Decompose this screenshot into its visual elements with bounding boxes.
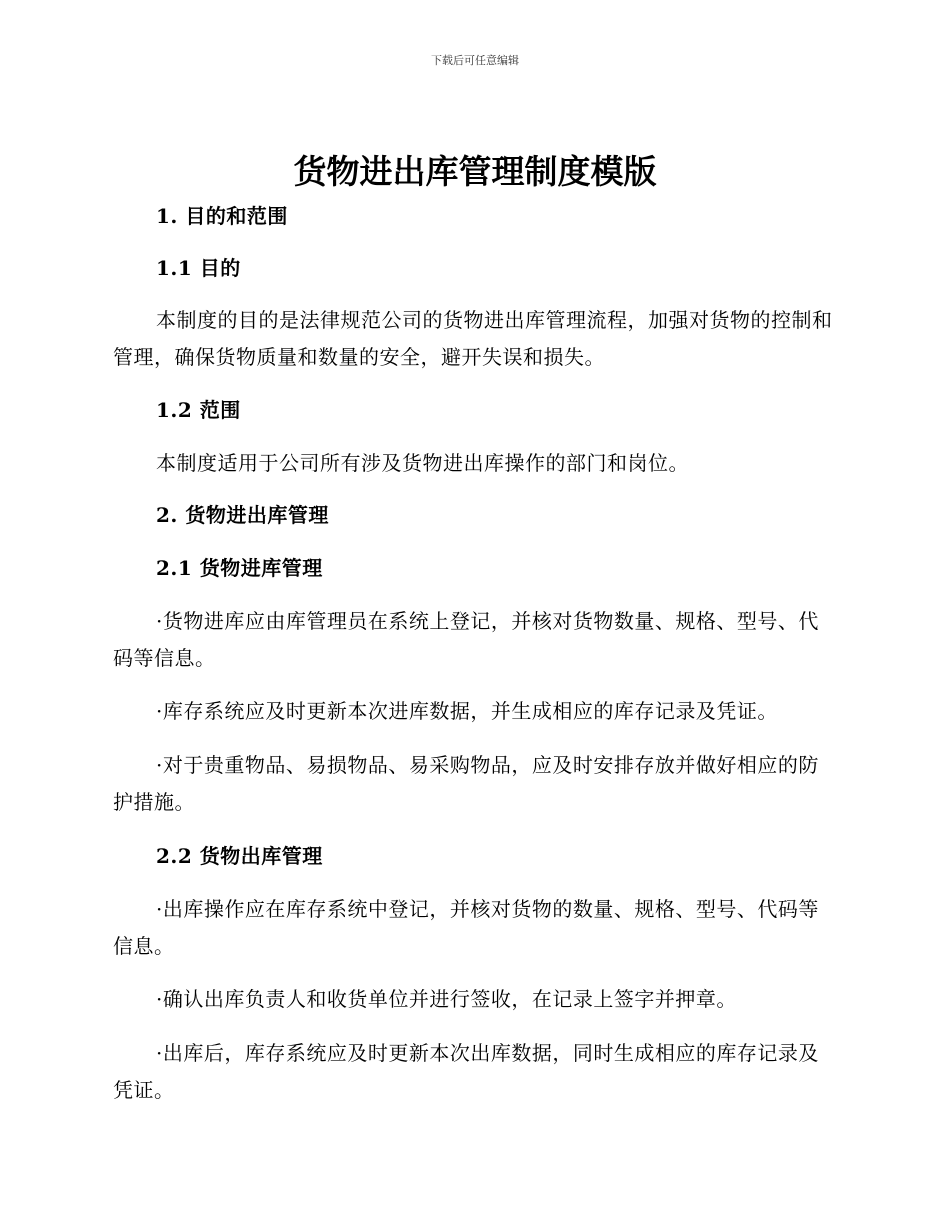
section-1-2-body: 本制度适用于公司所有涉及货物进出库操作的部门和岗位。 [156, 451, 689, 475]
section-2-heading: 2. 货物进出库管理 [156, 503, 329, 527]
section-2-2-item-2: ·确认出库负责人和收货单位并进行签收，在记录上签字并押章。 [156, 987, 737, 1011]
section-1-1-body: 本制度的目的是法律规范公司的货物进出库管理流程，加强对货物的控制和管理，确保货物质量和数量的安全，避开失误和损失。 [113, 308, 833, 369]
section-1-1-heading: 1.1 目的 [156, 256, 241, 280]
document-title: 货物进出库管理制度模版 [293, 152, 657, 191]
section-2-1-item-1: ·货物进库应由库管理员在系统上登记，并核对货物数量、规格、型号、代码等信息。 [113, 609, 819, 670]
section-2-1-item-3: ·对于贵重物品、易损物品、易采购物品，应及时安排存放并做好相应的防护措施。 [113, 753, 819, 814]
section-1-heading: 1. 目的和范围 [156, 204, 288, 228]
section-2-1-item-2: ·库存系统应及时更新本次进库数据，并生成相应的库存记录及凭证。 [156, 699, 778, 723]
section-2-2-item-1: ·出库操作应在库存系统中登记，并核对货物的数量、规格、型号、代码等信息。 [113, 897, 819, 958]
section-2-2-item-3: ·出库后，库存系统应及时更新本次出库数据，同时生成相应的库存记录及凭证。 [113, 1041, 819, 1102]
section-2-2-heading: 2.2 货物出库管理 [156, 844, 323, 868]
page-header-note: 下载后可任意编辑 [431, 54, 519, 67]
section-1-2-heading: 1.2 范围 [156, 398, 241, 422]
section-2-1-heading: 2.1 货物进库管理 [156, 556, 323, 580]
